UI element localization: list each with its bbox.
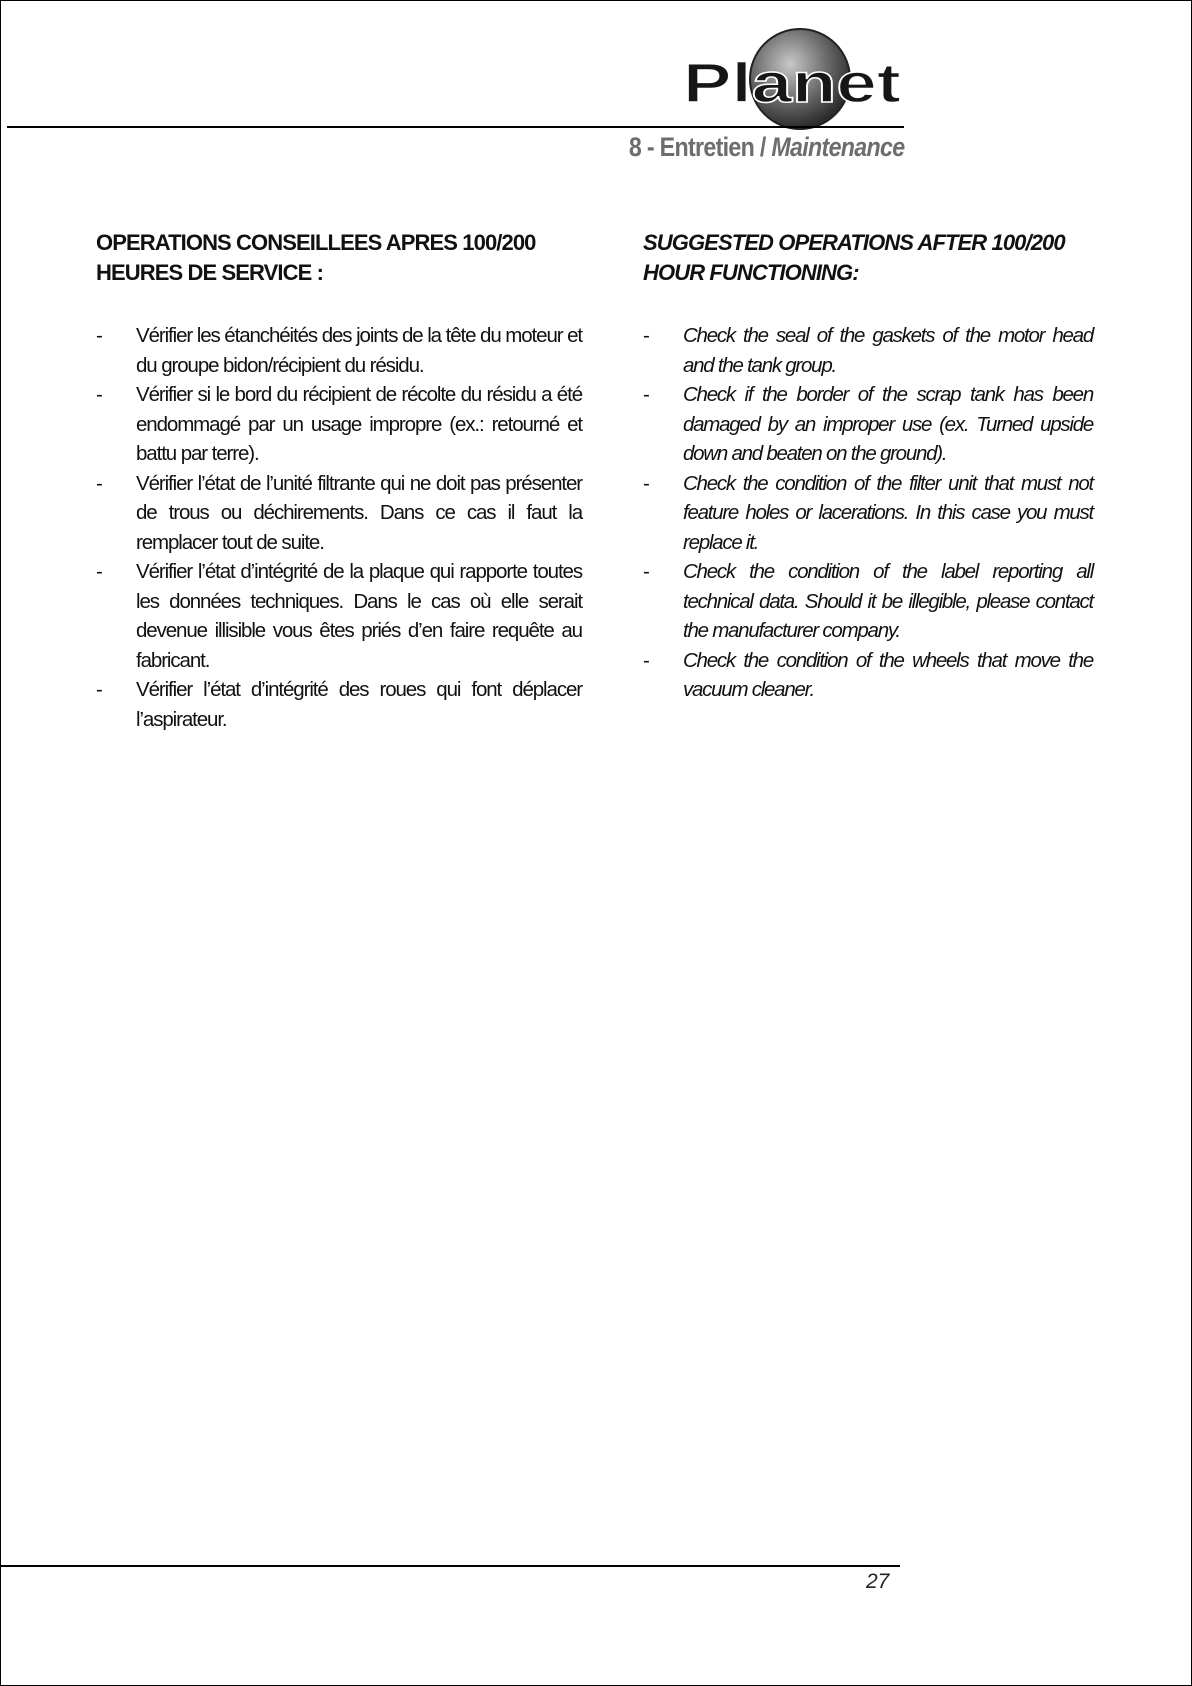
list-item-text: Vérifier l’état d’intégrité des roues qui font déplacer l’aspirateur. <box>136 678 582 731</box>
list-item-text: Check the condition of the filter unit that must not feature holes or lacerations. In this case you must replace it. <box>683 471 1093 554</box>
list-item-text: Vérifier l’état de l’unité filtrante qui ne doit pas présenter de trous ou déchirements. Dans ce cas il faut la remplacer tout de suite. <box>136 471 582 554</box>
french-checklist <box>96 321 582 734</box>
list-item-text: Check if the border of the scrap tank has been damaged by an improper use (ex. Turned upside down and beaten on the ground). <box>683 383 1093 465</box>
french-heading: OPERATIONS CONSEILLEES APRES 100/200 HEURES DE SERVICE : <box>96 230 536 285</box>
list-item <box>96 380 582 469</box>
list-marker: - <box>96 383 102 406</box>
section-title-en: Maintenance <box>770 132 904 162</box>
list-item <box>643 646 1093 705</box>
footer-rule <box>0 1565 900 1567</box>
page-number: 27 <box>866 1570 890 1593</box>
logo-wordmark: Planet <box>683 51 901 114</box>
list-item <box>96 469 582 558</box>
list-item-text: Vérifier si le bord du récipient de récolte du résidu a été endommagé par un usage impropre (ex.: retourné et battu par terre). <box>136 383 582 465</box>
list-marker: - <box>643 648 649 672</box>
section-title-fr: 8 - Entretien / <box>628 132 766 162</box>
section-title <box>628 132 904 163</box>
list-marker: - <box>643 560 649 583</box>
list-item-text: Check the condition of the wheels that move the vacuum cleaner. <box>683 648 1093 701</box>
planet-logo <box>680 28 905 136</box>
list-marker: - <box>96 324 102 347</box>
french-column <box>96 228 582 734</box>
list-item <box>643 321 1093 380</box>
list-item <box>96 557 582 675</box>
list-item <box>643 469 1093 558</box>
list-item-text: Check the condition of the label reporting all technical data. Should it be illegible, please contact the manufacturer company. <box>683 560 1093 642</box>
english-heading: SUGGESTED OPERATIONS AFTER 100/200 HOUR FUNCTIONING: <box>643 230 1065 285</box>
list-item-text: Vérifier les étanchéités des joints de la tête du moteur et du groupe bidon/récipient du résidu. <box>136 324 582 377</box>
english-checklist <box>643 321 1093 705</box>
list-marker: - <box>96 560 102 583</box>
list-marker: - <box>643 324 649 347</box>
english-column <box>643 228 1093 705</box>
list-marker: - <box>643 471 649 495</box>
list-item <box>643 557 1093 646</box>
header-rule <box>7 126 904 128</box>
list-marker: - <box>96 678 102 701</box>
list-item-text: Check the seal of the gaskets of the motor head and the tank group. <box>683 324 1093 377</box>
list-marker: - <box>643 383 649 406</box>
list-item <box>96 675 582 734</box>
list-item <box>96 321 582 380</box>
list-marker: - <box>96 471 102 495</box>
list-item <box>643 380 1093 469</box>
list-item-text: Vérifier l’état d’intégrité de la plaque qui rapporte toutes les données techniques. Dans le cas où elle serait devenue illisible vous êtes priés d’en faire requête au fabricant. <box>136 560 582 672</box>
